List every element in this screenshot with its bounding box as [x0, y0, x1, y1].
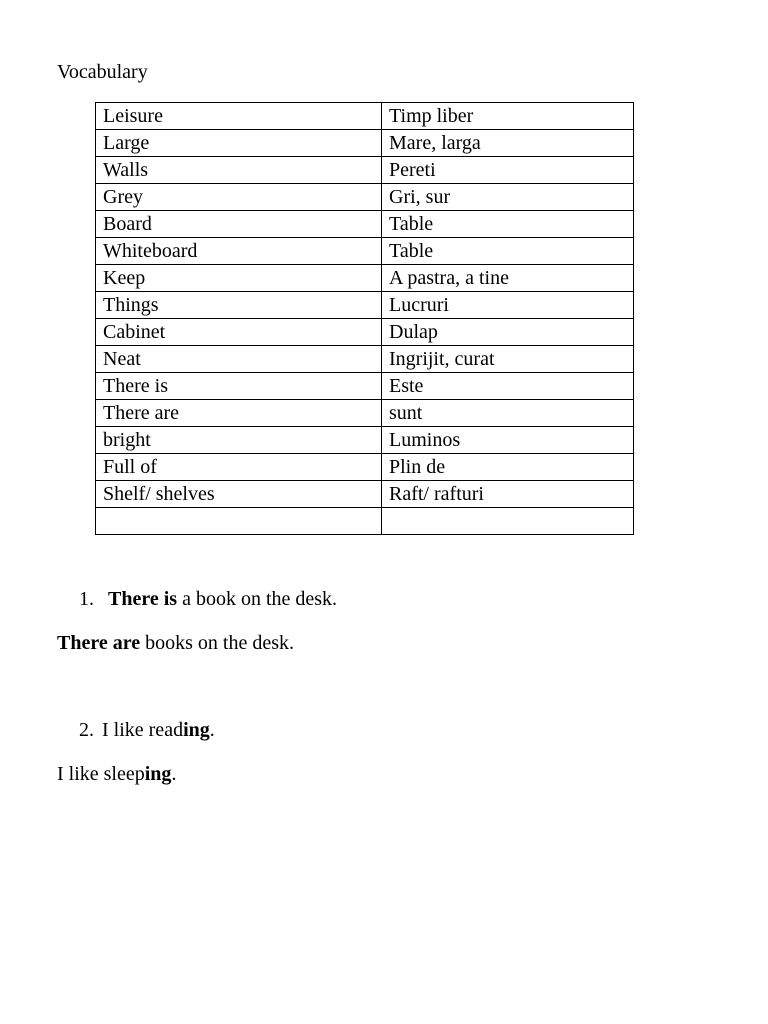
english-word-cell: Large	[96, 130, 382, 157]
romanian-translation-cell: Plin de	[382, 454, 634, 481]
example-item-1	[79, 587, 337, 611]
english-word-cell: Cabinet	[96, 319, 382, 346]
sentence-text: I like sleep	[57, 763, 145, 785]
romanian-translation-cell: Raft/ rafturi	[382, 481, 634, 508]
table-row	[96, 238, 634, 265]
example-followup-1	[57, 631, 294, 655]
table-row	[96, 427, 634, 454]
table-row	[96, 400, 634, 427]
vocabulary-table	[95, 102, 634, 535]
english-word-cell: Neat	[96, 346, 382, 373]
english-word-cell: bright	[96, 427, 382, 454]
english-word-cell: Walls	[96, 157, 382, 184]
romanian-translation-cell: Dulap	[382, 319, 634, 346]
sentence-text: books on the desk.	[140, 632, 295, 654]
romanian-translation-cell: Timp liber	[382, 103, 634, 130]
list-number: 2.	[79, 719, 94, 741]
romanian-translation-cell	[382, 508, 634, 535]
example-item-2	[79, 718, 215, 742]
romanian-translation-cell: Table	[382, 211, 634, 238]
example-followup-2	[57, 762, 176, 786]
english-word-cell: Shelf/ shelves	[96, 481, 382, 508]
romanian-translation-cell: Pereti	[382, 157, 634, 184]
vocabulary-heading: Vocabulary	[57, 61, 148, 83]
bold-phrase: There is	[108, 588, 178, 610]
romanian-translation-cell: sunt	[382, 400, 634, 427]
english-word-cell: Whiteboard	[96, 238, 382, 265]
table-row	[96, 211, 634, 238]
table-row	[96, 346, 634, 373]
english-word-cell: There is	[96, 373, 382, 400]
table-row	[96, 319, 634, 346]
table-row	[96, 454, 634, 481]
english-word-cell: Keep	[96, 265, 382, 292]
english-word-cell: Full of	[96, 454, 382, 481]
english-word-cell	[96, 508, 382, 535]
table-row	[96, 184, 634, 211]
romanian-translation-cell: Table	[382, 238, 634, 265]
sentence-end: .	[209, 719, 215, 741]
sentence-text: a book on the desk.	[177, 588, 338, 610]
romanian-translation-cell: Gri, sur	[382, 184, 634, 211]
english-word-cell: There are	[96, 400, 382, 427]
romanian-translation-cell: Luminos	[382, 427, 634, 454]
english-word-cell: Board	[96, 211, 382, 238]
english-word-cell: Leisure	[96, 103, 382, 130]
romanian-translation-cell: Lucruri	[382, 292, 634, 319]
romanian-translation-cell: Este	[382, 373, 634, 400]
table-row	[96, 508, 634, 535]
sentence-end: .	[171, 763, 177, 785]
sentence-text: I like read	[102, 719, 184, 741]
bold-suffix: ing	[183, 719, 210, 741]
table-row	[96, 157, 634, 184]
english-word-cell: Things	[96, 292, 382, 319]
table-row	[96, 130, 634, 157]
romanian-translation-cell: Mare, larga	[382, 130, 634, 157]
bold-phrase: There are	[57, 632, 141, 654]
table-row	[96, 481, 634, 508]
bold-suffix: ing	[144, 763, 172, 785]
list-number: 1.	[79, 588, 94, 610]
english-word-cell: Grey	[96, 184, 382, 211]
romanian-translation-cell: Ingrijit, curat	[382, 346, 634, 373]
table-row	[96, 103, 634, 130]
table-row	[96, 292, 634, 319]
table-row	[96, 373, 634, 400]
table-row	[96, 265, 634, 292]
romanian-translation-cell: A pastra, a tine	[382, 265, 634, 292]
